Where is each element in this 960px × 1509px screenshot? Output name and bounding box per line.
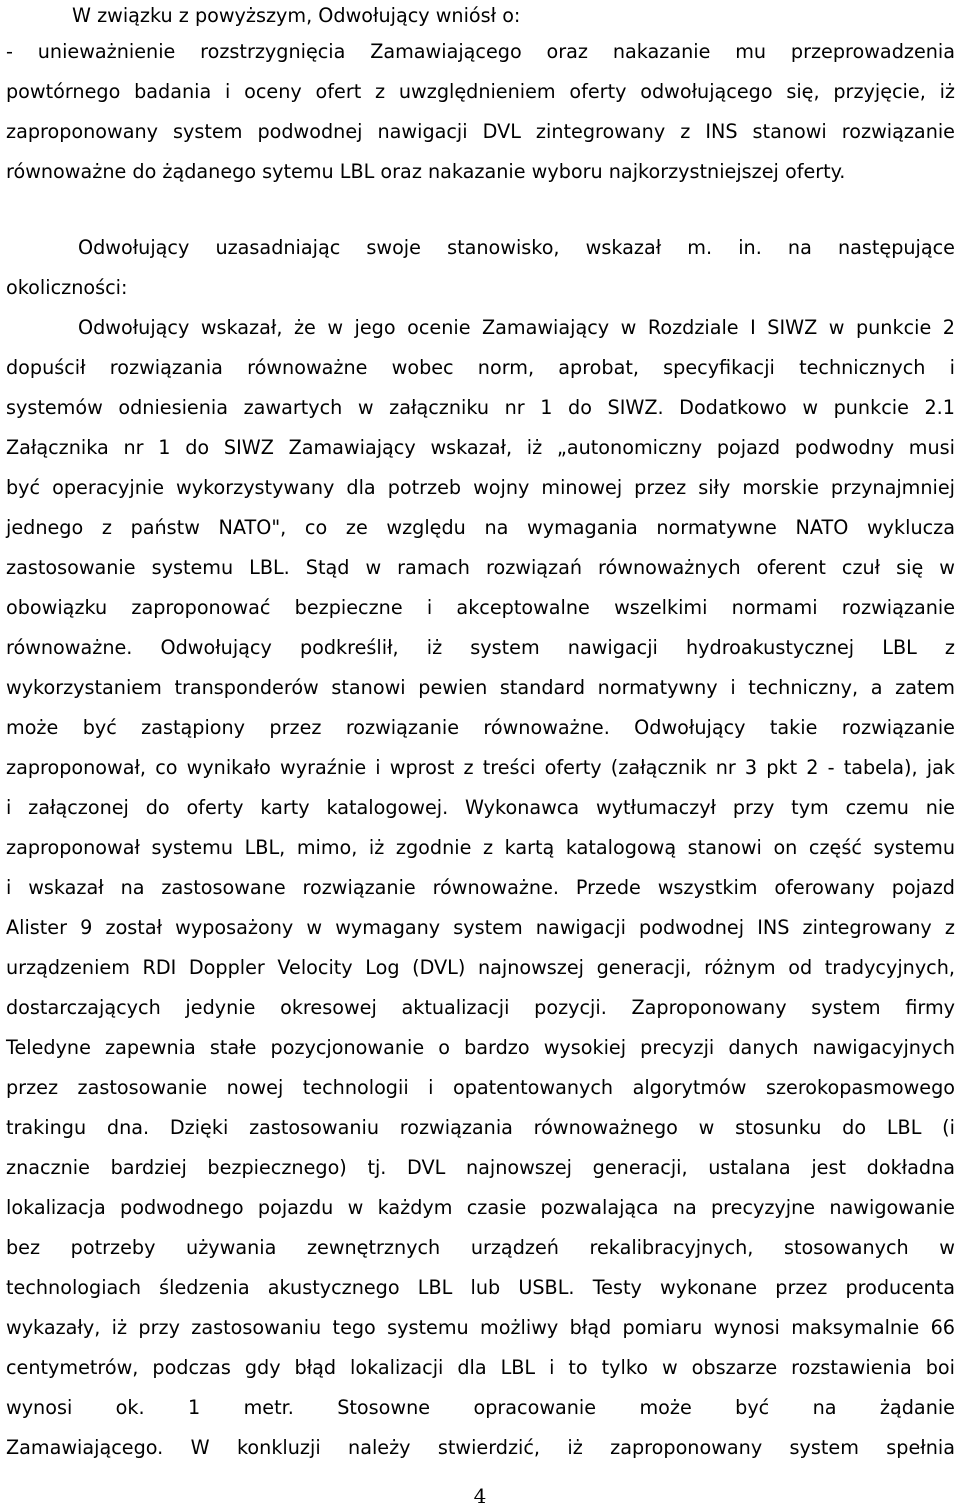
text-line: jednego z państw NATO", co ze względu na wymagania normatywne NATO wyklucza [6,516,955,539]
text-line: technologiach śledzenia akustycznego LBL lub USBL. Testy wykonane przez producenta [6,1276,955,1299]
text-line: Teledyne zapewnia stałe pozycjonowanie o bardzo wysokiej precyzji danych nawigacyjnych [6,1036,955,1059]
text-line: dostarczających jedynie okresowej aktualizacji pozycji. Zaproponowany system firmy [6,996,955,1019]
text-line: i załączonej do oferty karty katalogowej. Wykonawca wytłumaczył przy tym czemu nie [6,796,955,819]
text-line: zaproponował, co wynikało wyraźnie i wprost z treści oferty (załącznik nr 3 pkt 2 - tabela), jak [6,756,955,779]
text-line: Odwołujący uzasadniając swoje stanowisko, wskazał m. in. na następujące [78,236,955,259]
text-line: urządzeniem RDI Doppler Velocity Log (DVL) najnowszej generacji, różnym od tradycyjnych, [6,956,955,979]
text-line: trakingu dna. Dzięki zastosowaniu rozwiązania równoważnego w stosunku do LBL (i [6,1116,955,1139]
text-line: być operacyjnie wykorzystywany dla potrzeb wojny minowej przez siły morskie przynajmniej [6,476,955,499]
text-line: i wskazał na zastosowane rozwiązanie równoważne. Przede wszystkim oferowany pojazd [6,876,955,899]
text-line: - unieważnienie rozstrzygnięcia Zamawiającego oraz nakazanie mu przeprowadzenia [6,40,955,63]
text-line: Zamawiającego. W konkluzji należy stwierdzić, iż zaproponowany system spełnia [6,1436,955,1459]
text-line: może być zastąpiony przez rozwiązanie równoważne. Odwołujący takie rozwiązanie [6,716,955,739]
text-line: bez potrzeby używania zewnętrznych urządzeń rekalibracyjnych, stosowanych w [6,1236,955,1259]
text-line: zaproponowany system podwodnej nawigacji DVL zintegrowany z INS stanowi rozwiązanie [6,120,955,143]
text-line: znacznie bardziej bezpiecznego) tj. DVL najnowszej generacji, ustalana jest dokładna [6,1156,955,1179]
text-line: Załącznika nr 1 do SIWZ Zamawiający wskazał, iż „autonomiczny pojazd podwodny musi [6,436,955,459]
text-line: przez zastosowanie nowej technologii i opatentowanych algorytmów szerokopasmowego [6,1076,955,1099]
text-line: wynosi ok. 1 metr. Stosowne opracowanie może być na żądanie [6,1396,955,1419]
text-line: wykazały, iż przy zastosowaniu tego systemu możliwy błąd pomiaru wynosi maksymalnie 66 [6,1316,955,1339]
text-line: zastosowanie systemu LBL. Stąd w ramach rozwiązań równoważnych oferent czuł się w [6,556,955,579]
text-line: zaproponował systemu LBL, mimo, iż zgodnie z kartą katalogową stanowi on część systemu [6,836,955,859]
text-line: Odwołujący wskazał, że w jego ocenie Zamawiający w Rozdziale I SIWZ w punkcie 2 [78,316,955,339]
text-line: równoważne. Odwołujący podkreślił, iż system nawigacji hydroakustycznej LBL z [6,636,955,659]
text-line: centymetrów, podczas gdy błąd lokalizacji dla LBL i to tylko w obszarze rozstawienia boi [6,1356,955,1379]
text-line: powtórnego badania i oceny ofert z uwzględnieniem oferty odwołującego się, przyjęcie, iż [6,80,955,103]
text-line: okoliczności: [6,276,128,299]
text-line: lokalizacja podwodnego pojazdu w każdym czasie pozwalająca na precyzyjne nawigowanie [6,1196,955,1219]
page-number: 4 [473,1484,487,1508]
text-line: obowiązku zaproponować bezpieczne i akceptowalne wszelkimi normami rozwiązanie [6,596,955,619]
text-line: wykorzystaniem transponderów stanowi pewien standard normatywny i techniczny, a zatem [6,676,955,699]
text-line: systemów odniesienia zawartych w załączniku nr 1 do SIWZ. Dodatkowo w punkcie 2.1 [6,396,955,419]
text-line: równoważne do żądanego sytemu LBL oraz nakazanie wyboru najkorzystniejszej oferty. [6,160,846,183]
text-line: Alister 9 został wyposażony w wymagany system nawigacji podwodnej INS zintegrowany z [6,916,955,939]
text-line: W związku z powyższym, Odwołujący wniósł o: [72,4,521,27]
text-line: dopuścił rozwiązania równoważne wobec norm, aprobat, specyfikacji technicznych i [6,356,955,379]
